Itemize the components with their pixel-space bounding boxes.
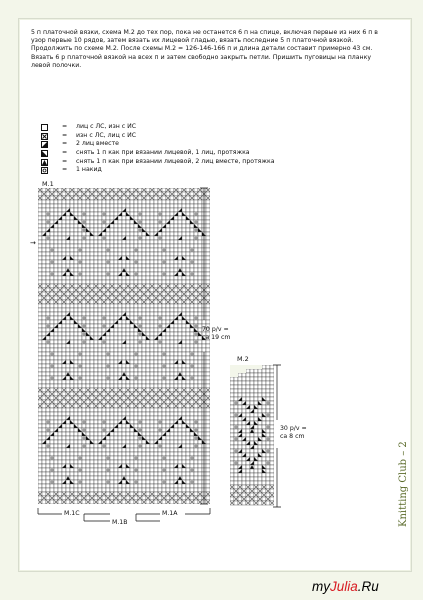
segment-m1b-label: M.1B — [112, 519, 128, 526]
segment-m1a-label: M.1A — [162, 510, 178, 517]
legend-text: лиц с ЛС, изн с ИС — [76, 123, 137, 130]
note-line: 70 p/v = — [202, 326, 229, 333]
legend-text: 1 накид — [76, 166, 102, 174]
logo-brand: Julia — [330, 579, 358, 594]
note-line: ca 8 cm — [280, 432, 305, 440]
site-logo[interactable] — [312, 579, 379, 594]
chart-m1-label: M.1 — [42, 180, 54, 188]
magazine-side-label: Knitting Club – 2 — [398, 441, 409, 527]
legend-text: снять 1 п как при вязании лицевой, 2 лиц вместе, протяжка — [76, 157, 275, 165]
instruction-line: Вязать 6 р платочной вязкой на всех п и затем свободно закрыть петли. Пришить пуговицы на планку — [31, 53, 372, 61]
note-line: ca 19 cm — [202, 333, 231, 341]
legend-equals: = — [62, 157, 68, 165]
legend-text: снять 1 п как при вязании лицевой, 1 лиц, протяжка — [76, 149, 250, 157]
instruction-line: левой полочки. — [31, 61, 82, 69]
legend-equals: = — [62, 149, 68, 157]
instruction-line: Продолжить по схеме М.2. После схемы М.2 = 126-146-166 п и длина детали составит примерно 43 см. — [31, 45, 373, 53]
legend-equals: = — [62, 131, 68, 139]
logo-suffix: .Ru — [357, 579, 379, 594]
row-arrow-icon: → — [30, 239, 36, 247]
segment-m1c-label: M.1C — [64, 510, 80, 517]
instruction-line: 5 п платочной вязки, схема М.2 до тех пор, пока не останется 6 п на спице, включая первые из них 6 п в — [31, 29, 378, 36]
legend-text: 2 лиц вместе — [76, 140, 119, 148]
instruction-line: узор первые 10 рядов, затем вязать их лицевой гладью, вязать последние 5 п платочной вязкой. — [31, 37, 354, 45]
logo-prefix: my — [312, 579, 330, 594]
chart-m2-label: M.2 — [237, 355, 249, 363]
legend-equals: = — [62, 123, 68, 130]
legend-equals: = — [62, 166, 68, 174]
legend-text: изн с ЛС, лиц с ИС — [76, 131, 137, 139]
note-line: 30 p/v = — [280, 425, 307, 432]
legend-equals: = — [62, 140, 68, 148]
